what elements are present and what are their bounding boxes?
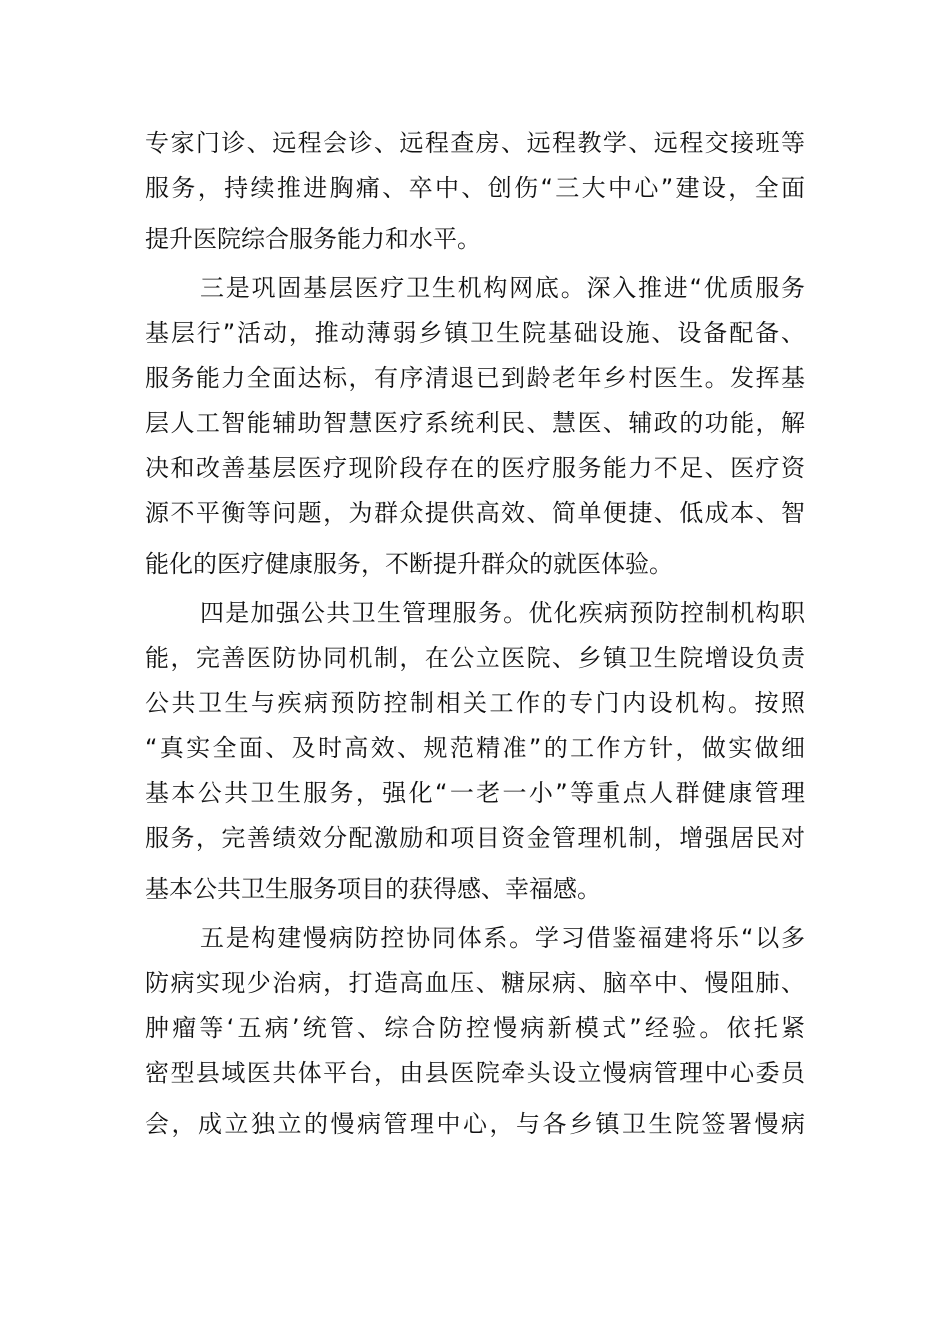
paragraph-first-line: 五是构建慢病防控协同体系。学习借鉴福建将乐“以多 <box>200 924 805 952</box>
text-line: 决和改善基层医疗现阶段存在的医疗服务能力不足、医疗资 <box>145 454 805 482</box>
paragraph-first-line: 三是巩固基层医疗卫生机构网底。深入推进“优质服务 <box>200 274 805 302</box>
text-line: 密型县域医共体平台，由县医院牵头设立慢病管理中心委员 <box>145 1059 805 1087</box>
text-line: “真实全面、及时高效、规范精准”的工作方针，做实做细 <box>145 734 805 762</box>
text-line: 层人工智能辅助智慧医疗系统利民、慧医、辅政的功能，解 <box>145 409 805 437</box>
text-line: 基本公共卫生服务项目的获得感、幸福感。 <box>145 875 601 903</box>
text-line: 基本公共卫生服务，强化“一老一小”等重点人群健康管理 <box>145 779 805 807</box>
text-line: 服务，持续推进胸痛、卒中、创伤“三大中心”建设，全面 <box>145 174 805 202</box>
text-line: 服务，完善绩效分配激励和项目资金管理机制，增强居民对 <box>145 824 805 852</box>
paragraph-first-line: 四是加强公共卫生管理服务。优化疾病预防控制机构职 <box>200 599 805 627</box>
text-line: 公共卫生与疾病预防控制相关工作的专门内设机构。按照 <box>145 689 805 717</box>
text-line: 服务能力全面达标，有序清退已到龄老年乡村医生。发挥基 <box>145 364 805 392</box>
text-line: 会，成立独立的慢病管理中心，与各乡镇卫生院签署慢病 <box>145 1110 805 1138</box>
text-line: 能，完善医防协同机制，在公立医院、乡镇卫生院增设负责 <box>145 644 805 672</box>
text-line: 基层行”活动，推动薄弱乡镇卫生院基础设施、设备配备、 <box>145 319 805 347</box>
text-line: 提升医院综合服务能力和水平。 <box>145 225 481 253</box>
text-line: 肿瘤等‘五病’统管、综合防控慢病新模式”经验。依托紧 <box>145 1014 805 1042</box>
text-line: 能化的医疗健康服务，不断提升群众的就医体验。 <box>145 550 673 578</box>
text-line: 专家门诊、远程会诊、远程查房、远程教学、远程交接班等 <box>145 129 805 157</box>
text-line: 源不平衡等问题，为群众提供高效、简单便捷、低成本、智 <box>145 499 805 527</box>
text-line: 防病实现少治病，打造高血压、糖尿病、脑卒中、慢阻肺、 <box>145 969 805 997</box>
